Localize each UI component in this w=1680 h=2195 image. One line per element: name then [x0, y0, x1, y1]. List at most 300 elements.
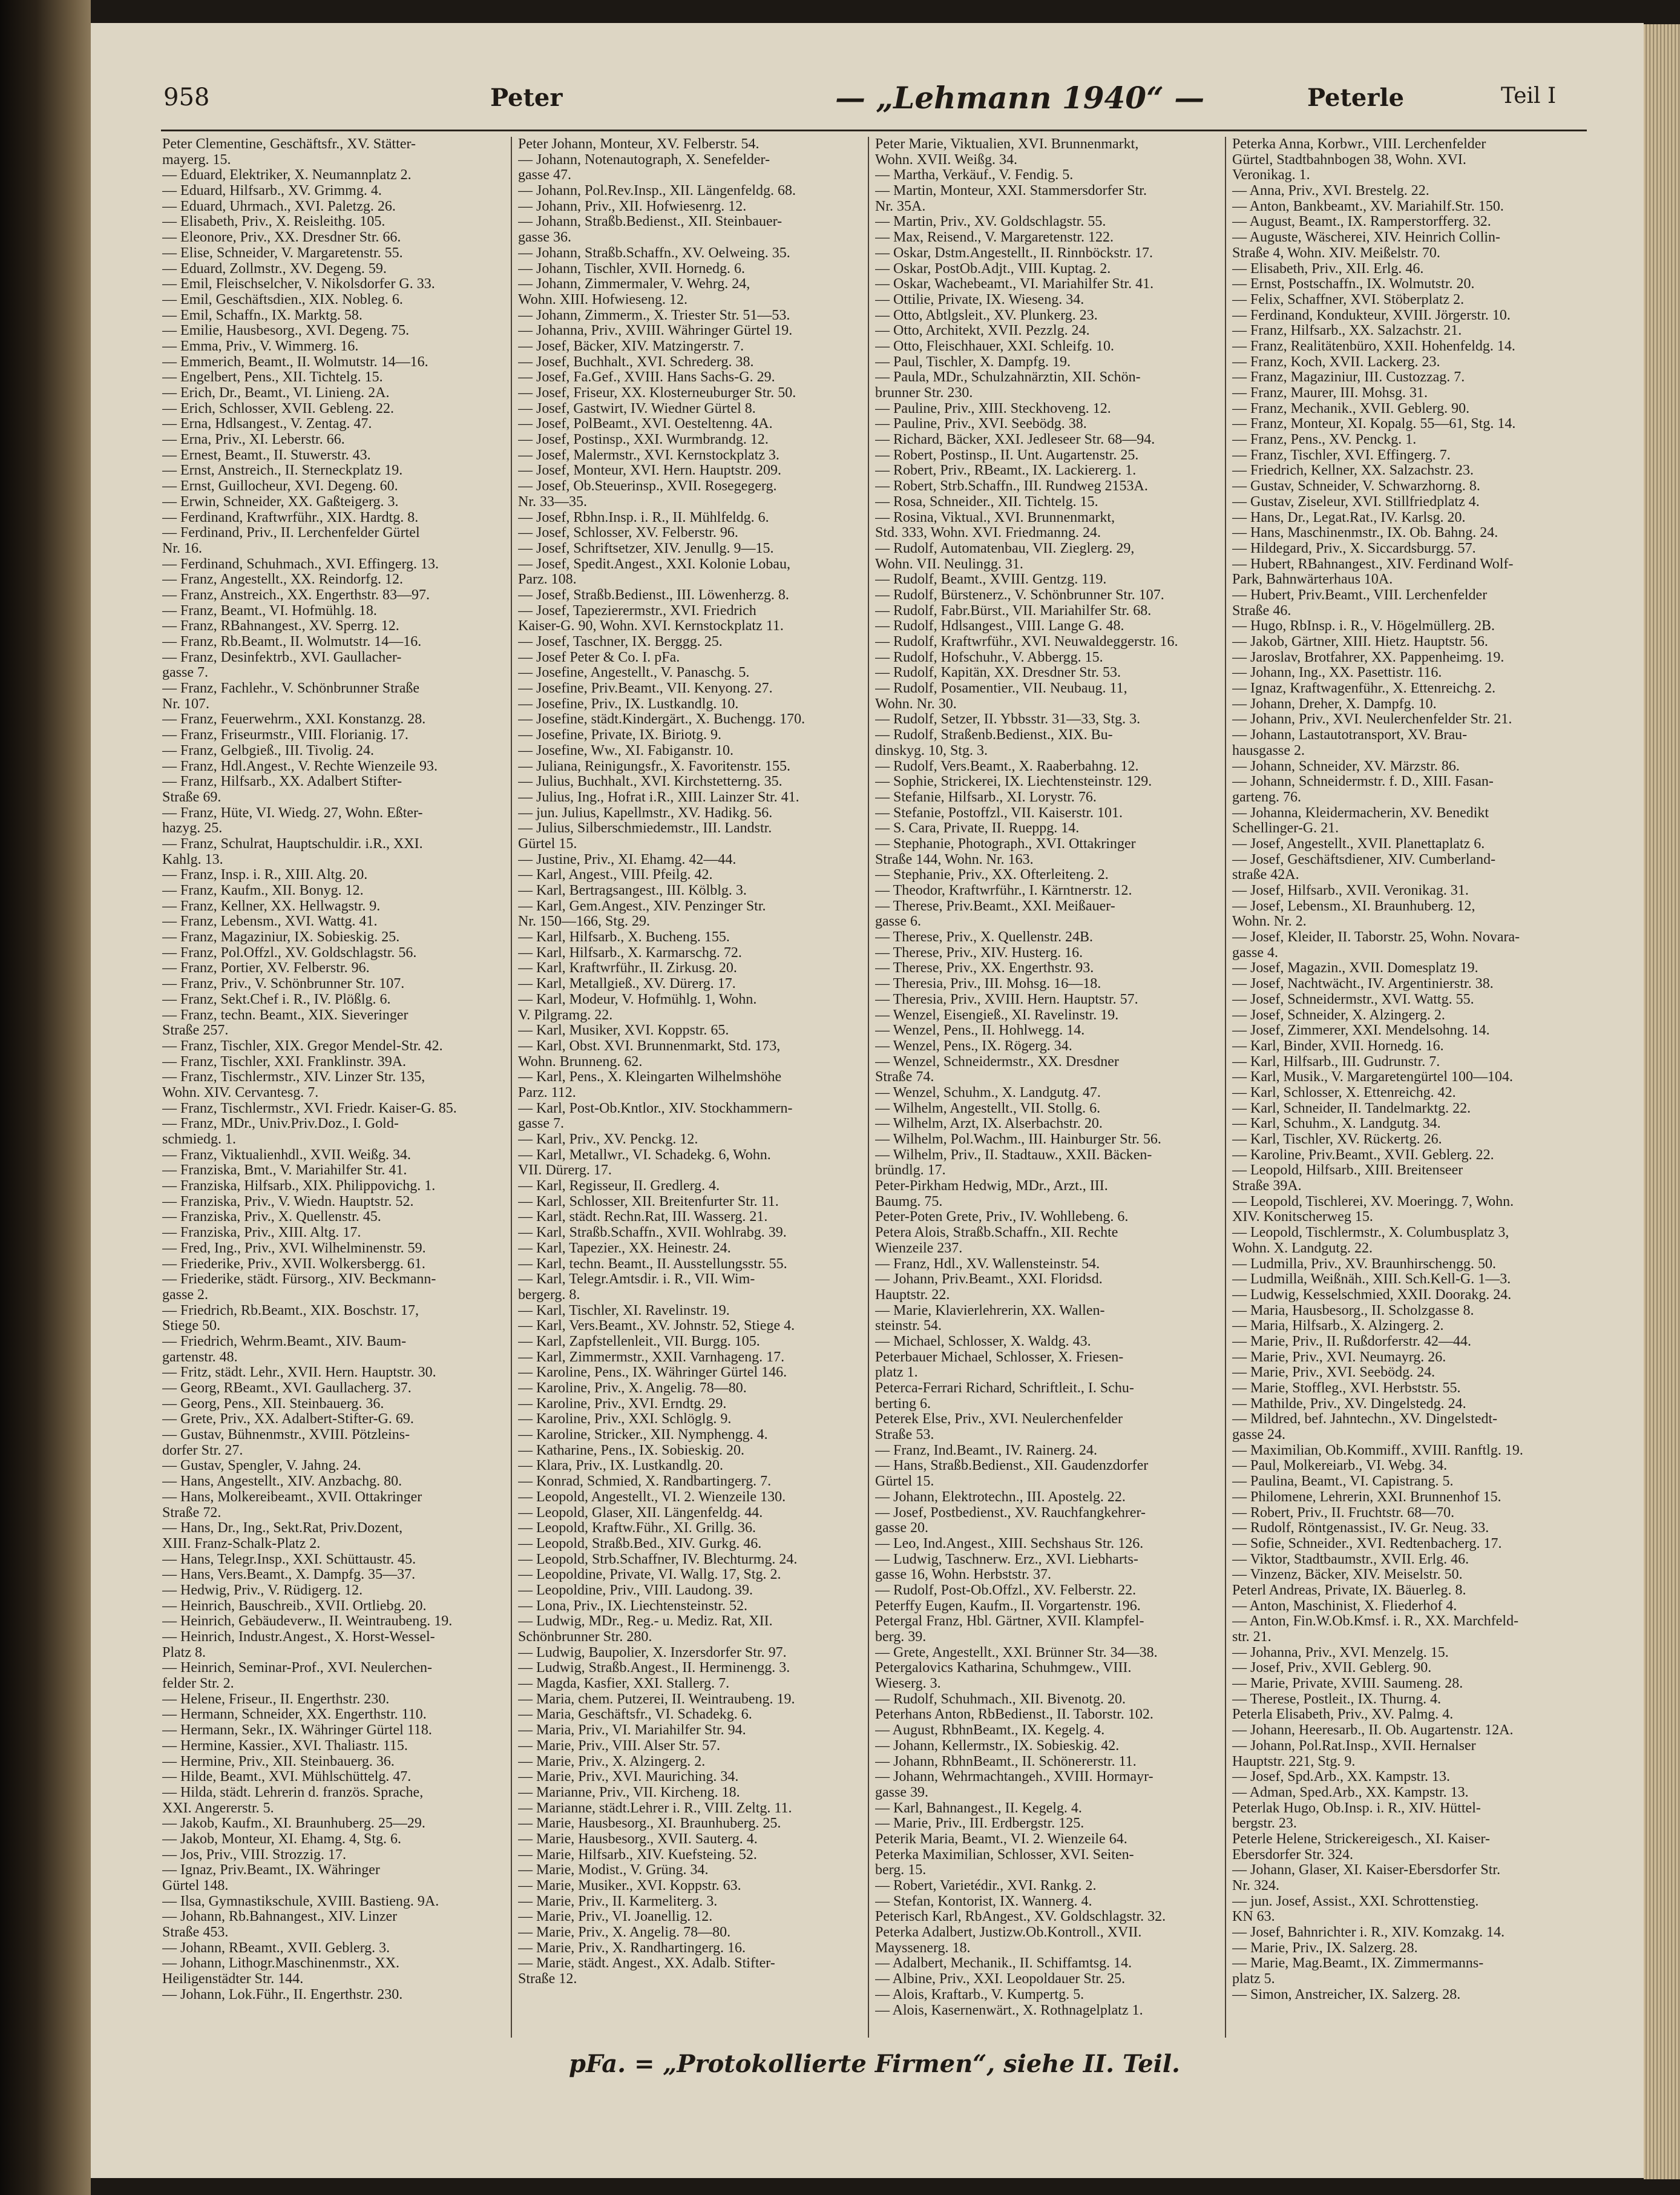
directory-entry-line: — Hilde, Beamt., XVI. Mühlschüttelg. 47.	[162, 1769, 412, 1785]
directory-entry-line: — Philomene, Lehrerin, XXI. Brunnenhof 15.	[1232, 1489, 1501, 1505]
directory-entry-line: Wohn. Nr. 30.	[875, 696, 957, 712]
directory-entry-line: — Franz, Maurer, III. Mohsg. 31.	[1232, 386, 1428, 401]
directory-entry-line: — Julius, Buchhalt., XVI. Kirchstetterng. 35.	[518, 774, 783, 790]
directory-entry-line: — Franziska, Priv., XIII. Altg. 17.	[162, 1225, 361, 1241]
directory-entry-line: Wohn. XVII. Weißg. 34.	[875, 152, 1017, 168]
directory-entry-line: — Johanna, Kleidermacherin, XV. Benedikt	[1232, 805, 1489, 821]
directory-entry-line: — Engelbert, Pens., XII. Tichtelg. 15.	[162, 370, 383, 386]
directory-entry-line: — Franz, Tischler, XXI. Franklinstr. 39A.	[162, 1054, 407, 1070]
directory-entry-line: — Leopold, Tischlerei, XV. Moeringg. 7, Wohn.	[1232, 1194, 1514, 1209]
directory-entry-line: — Otto, Abtlgsleit., XV. Plunkerg. 23.	[875, 308, 1098, 323]
directory-entry-line: — Otto, Fleischhauer, XXI. Schleifg. 10.	[875, 338, 1114, 354]
directory-entry-line: Nr. 324.	[1232, 1878, 1279, 1894]
directory-entry-line: — S. Cara, Private, II. Rueppg. 14.	[875, 821, 1080, 837]
directory-entry-line: Park, Bahnwärterhaus 10A.	[1232, 572, 1393, 588]
directory-entry-line: — Gustav, Ziseleur, XVI. Stillfriedplatz 4.	[1232, 494, 1480, 510]
directory-entry-line: — Josef, Friseur, XX. Klosterneuburger Str. 50.	[518, 386, 796, 401]
directory-entry-line: — Martha, Verkäuf., V. Fendig. 5.	[875, 168, 1074, 183]
directory-entry-line: — Leopold, Tischlermstr., X. Columbusplatz 3,	[1232, 1225, 1509, 1241]
directory-entry-line: — Karoline, Pens., IX. Währinger Gürtel 146.	[518, 1365, 787, 1381]
directory-entry-line: — Wenzel, Eisengieß., XI. Ravelinstr. 19.	[875, 1007, 1119, 1023]
directory-entry-line: — Josefine, Priv., IX. Lustkandlg. 10.	[518, 696, 739, 712]
directory-entry-line: — Rudolf, Automatenbau, VII. Zieglerg. 29,	[875, 541, 1135, 556]
directory-entry-line: — Theodor, Kraftwrführ., I. Kärntnerstr. 12.	[875, 883, 1132, 898]
directory-entry-line: — Wilhelm, Priv., II. Stadtauw., XXII. Bäcken-	[875, 1147, 1152, 1163]
directory-entry-line: — Oskar, PostOb.Adjt., VIII. Kuptag. 2.	[875, 261, 1111, 277]
directory-entry-line: Peterbauer Michael, Schlosser, X. Friesen-	[875, 1349, 1124, 1365]
directory-entry-line: — Josefine, städt.Kindergärt., X. Buchengg. 170.	[518, 712, 806, 728]
directory-entry-line: Peter Clementine, Geschäftsfr., XV. Stätter-	[162, 137, 416, 152]
directory-entry-line: — Ernst, Postschaffn., IX. Wolmutstr. 20.	[1232, 277, 1475, 292]
directory-entry-line: — Leopold, Hilfsarb., XIII. Breitenseer	[1232, 1163, 1463, 1179]
directory-entry-line: — Ottilie, Private, IX. Wieseng. 34.	[875, 292, 1084, 308]
directory-entry-line: — Johann, Wehrmachtangeh., XVIII. Hormayr-	[875, 1769, 1153, 1785]
directory-entry-line: — Paula, MDr., Schulzahnärztin, XII. Schön-	[875, 370, 1141, 386]
directory-entry-line: — Heinrich, Industr.Angest., X. Horst-Wessel-	[162, 1630, 435, 1645]
directory-entry-line: bergerg. 8.	[518, 1287, 580, 1303]
directory-entry-line: Wohn. Brunneng. 62.	[518, 1054, 643, 1070]
directory-entry-line: berg. 39.	[875, 1630, 927, 1645]
directory-entry-line: Peterla Elisabeth, Priv., XV. Palmg. 4.	[1232, 1707, 1454, 1723]
directory-entry-line: — Karl, Tischler, XV. Rückertg. 26.	[1232, 1132, 1442, 1147]
directory-entry-line: — Pauline, Priv., XVI. Seebödg. 38.	[875, 416, 1087, 432]
directory-entry-line: — Stephanie, Photograph., XVI. Ottakringer	[875, 836, 1136, 852]
directory-entry-line: — Paulina, Beamt., VI. Capistrang. 5.	[1232, 1474, 1454, 1490]
directory-entry-line: — Franz, Ind.Beamt., IV. Rainerg. 24.	[875, 1443, 1098, 1458]
directory-entry-line: Straße 4, Wohn. XIV. Meißelstr. 70.	[1232, 245, 1440, 261]
directory-entry-line: — Marie, Klavierlehrerin, XX. Wallen-	[875, 1303, 1105, 1318]
directory-entry-line: — Johann, Pol.Rat.Insp., XVII. Hernalser	[1232, 1738, 1476, 1754]
directory-entry-line: — Elisabeth, Priv., XII. Erlg. 46.	[1232, 261, 1424, 277]
directory-entry-line: — Josef, Straßb.Bedienst., III. Löwenherzg. 8.	[518, 587, 789, 603]
directory-entry-line: — Jakob, Kaufm., XI. Braunhuberg. 25—29.	[162, 1816, 425, 1832]
directory-entry-line: — Ludwig, Baupolier, X. Inzersdorfer Str. 97.	[518, 1645, 787, 1660]
directory-entry-line: — Josefine, Ww., XI. Fabiganstr. 10.	[518, 743, 733, 759]
directory-entry-line: — Karl, Gem.Angest., XIV. Penzinger Str.	[518, 898, 766, 914]
directory-entry-line: Wohn. VII. Neulingg. 31.	[875, 556, 1023, 572]
directory-entry-line: — Rudolf, Röntgenassist., IV. Gr. Neug. 33.	[1232, 1521, 1489, 1536]
directory-entry-line: — Klara, Priv., IX. Lustkandlg. 20.	[518, 1458, 724, 1474]
directory-entry-line: — Marie, Stoffleg., XVI. Herbststr. 55.	[1232, 1381, 1461, 1396]
directory-entry-line: — August, Beamt., IX. Ramperstorfferg. 32.	[1232, 214, 1491, 230]
directory-entry-line: Peterik Maria, Beamt., VI. 2. Wienzeile 64.	[875, 1831, 1127, 1847]
directory-entry-line: — Theresia, Priv., III. Mohsg. 16—18.	[875, 976, 1101, 992]
directory-entry-line: — Rudolf, Kapitän, XX. Dresdner Str. 53.	[875, 665, 1121, 681]
directory-entry-line: — Josef, Lebensm., XI. Braunhuberg. 12,	[1232, 898, 1475, 914]
directory-entry-line: — Johann, Schneidermstr. f. D., XIII. Fasan-	[1232, 774, 1494, 790]
directory-entry-line: Peter Marie, Viktualien, XVI. Brunnenmarkt,	[875, 137, 1139, 152]
directory-entry-line: V. Pilgramg. 22.	[518, 1007, 613, 1023]
directory-entry-line: gasse 16, Wohn. Herbststr. 37.	[875, 1567, 1051, 1583]
directory-entry-line: Std. 333, Wohn. XVI. Friedmanng. 24.	[875, 525, 1101, 541]
directory-entry-line: — Anton, Fin.W.Ob.Kmsf. i. R., XX. Marchfeld-	[1232, 1614, 1519, 1630]
directory-entry-line: — Rudolf, Kraftwrführ., XVI. Neuwaldeggerstr. 16.	[875, 634, 1178, 650]
header-first-entry: Peter	[490, 84, 563, 112]
directory-entry-line: Wohn. Nr. 2.	[1232, 914, 1307, 930]
directory-entry-line: gasse 7.	[162, 665, 208, 681]
directory-entry-line: — Karl, Tapezier., XX. Heinestr. 24.	[518, 1240, 731, 1256]
directory-entry-line: — Marie, Priv., X. Randhartingerg. 16.	[518, 1940, 746, 1956]
directory-entry-line: — Ignaz, Kraftwagenführ., X. Ettenreichg. 2.	[1232, 681, 1496, 697]
directory-entry-line: — Josef, Bahnrichter i. R., XIV. Komzakg. 14.	[1232, 1925, 1505, 1941]
directory-entry-line: platz 1.	[875, 1365, 918, 1381]
directory-entry-line: Stiege 50.	[162, 1318, 220, 1334]
directory-entry-line: — Fritz, städt. Lehr., XVII. Hern. Hauptstr. 30.	[162, 1365, 436, 1381]
directory-entry-line: — Johann, Heeresarb., II. Ob. Augartenstr. 12A.	[1232, 1723, 1514, 1739]
column-4	[1232, 137, 1576, 2038]
directory-entry-line: — Emilie, Hausbesorg., XVI. Degeng. 75.	[162, 323, 410, 339]
directory-entry-line: — Felix, Schaffner, XVI. Stöberplatz 2.	[1232, 292, 1465, 308]
directory-entry-line: Gürtel 15.	[875, 1474, 934, 1490]
directory-entry-line: — Adman, Sped.Arb., XX. Kampstr. 13.	[1232, 1785, 1469, 1800]
directory-entry-line: — Franz, Pol.Offzl., XV. Goldschlagstr. 56.	[162, 945, 417, 961]
directory-entry-line: Nr. 16.	[162, 541, 202, 556]
directory-entry-line: — Hubert, Priv.Beamt., VIII. Lerchenfelder	[1232, 587, 1488, 603]
directory-entry-line: — Ferdinand, Kondukteur, XVIII. Jörgerstr. 10.	[1232, 308, 1511, 323]
directory-entry-line: — Johann, Tischler, XVII. Hornedg. 6.	[518, 261, 746, 277]
directory-entry-line: — Hans, Dr., Ing., Sekt.Rat, Priv.Dozent,	[162, 1521, 403, 1536]
directory-entry-line: — Gustav, Bühnenmstr., XVIII. Pötzleins-	[162, 1427, 410, 1443]
directory-entry-line: — Johann, RbhnBeamt., II. Schönererstr. 11.	[875, 1754, 1137, 1769]
directory-entry-line: — Robert, Strb.Schaffn., III. Rundweg 2153A.	[875, 479, 1148, 495]
directory-entry-line: — Franziska, Hilfsarb., XIX. Philippovichg. 1.	[162, 1179, 436, 1194]
directory-entry-line: — Marie, Modist., V. Grüng. 34.	[518, 1863, 709, 1878]
directory-entry-line: Hauptstr. 221, Stg. 9.	[1232, 1754, 1356, 1769]
directory-entry-line: — Rosa, Schneider., XII. Tichtelg. 15.	[875, 494, 1098, 510]
directory-entry-line: — Franz, Sekt.Chef i. R., IV. Plößlg. 6.	[162, 992, 391, 1007]
directory-entry-line: XIII. Franz-Schalk-Platz 2.	[162, 1536, 321, 1552]
book-spine	[0, 0, 91, 2195]
directory-entry-line: — Simon, Anstreicher, IX. Salzerg. 28.	[1232, 1987, 1461, 2002]
directory-entry-line: Kahlg. 13.	[162, 852, 223, 867]
directory-entry-line: — Emil, Fleischselcher, V. Nikolsdorfer G. 33.	[162, 277, 435, 292]
directory-entry-line: — Karl, Zimmermstr., XXII. Varnhageng. 17.	[518, 1349, 785, 1365]
directory-entry-line: — Albine, Priv., XXI. Leopoldauer Str. 25.	[875, 1972, 1126, 1987]
directory-entry-line: — Franz, Desinfektrb., XVI. Gaullacher-	[162, 650, 402, 665]
directory-entry-line: — Ilsa, Gymnastikschule, XVIII. Bastieng. 9A.	[162, 1894, 439, 1909]
directory-entry-line: — Sophie, Strickerei, IX. Liechtensteinstr. 129.	[875, 774, 1152, 790]
directory-entry-line: — Oskar, Dstm.Angestellt., II. Rinnböckstr. 17.	[875, 245, 1153, 261]
directory-entry-line: — Paul, Molkereiarb., VI. Webg. 34.	[1232, 1458, 1448, 1474]
directory-entry-line: — Hildegard, Priv., X. Siccardsburgg. 57.	[1232, 541, 1476, 556]
directory-entry-line: — Hedwig, Priv., V. Rüdigerg. 12.	[162, 1582, 363, 1598]
directory-entry-line: — Ernst, Guillocheur, XVI. Degeng. 60.	[162, 479, 398, 495]
directory-entry-line: — Marie, städt. Angest., XX. Adalb. Stifter-	[518, 1956, 775, 1972]
directory-entry-line: — Rudolf, Straßenb.Bedienst., XIX. Bu-	[875, 728, 1113, 743]
directory-entry-line: — Franz, Lebensm., XVI. Wattg. 41.	[162, 914, 378, 930]
directory-entry-line: — Karl, Hilfsarb., III. Gudrunstr. 7.	[1232, 1054, 1440, 1070]
directory-entry-line: — Josef, Fa.Gef., XVIII. Hans Sachs-G. 29.	[518, 370, 775, 386]
directory-entry-line: — Franz, Hdl., XV. Wallensteinstr. 54.	[875, 1256, 1100, 1272]
directory-entry-line: — Rudolf, Schuhmach., XII. Bivenotg. 20.	[875, 1691, 1126, 1707]
directory-entry-line: straße 42A.	[1232, 867, 1299, 883]
directory-entry-line: Peterca-Ferrari Richard, Schriftleit., I. Schu-	[875, 1381, 1134, 1396]
directory-entry-line: — Josef, Monteur, XVI. Hern. Hauptstr. 209.	[518, 463, 781, 479]
directory-entry-line: hazyg. 25.	[162, 821, 223, 837]
column-divider	[1225, 137, 1226, 2038]
directory-entry-line: — Hermann, Sekr., IX. Währinger Gürtel 118.	[162, 1723, 432, 1739]
directory-entry-line: — Heinrich, Seminar-Prof., XVI. Neulerchen-	[162, 1660, 433, 1676]
directory-entry-line: berg. 15.	[875, 1863, 927, 1878]
directory-entry-line: Nr. 35A.	[875, 199, 926, 214]
directory-entry-line: — Karl, Schlosser, XII. Breitenfurter Str. 11.	[518, 1194, 779, 1209]
directory-entry-line: — Ferdinand, Schuhmach., XVI. Effingerg. 13.	[162, 556, 439, 572]
directory-entry-line: — Josef, Postinsp., XXI. Wurmbrandg. 12.	[518, 432, 769, 448]
directory-entry-line: — Therese, Priv.Beamt., XXI. Meißauer-	[875, 898, 1115, 914]
column-2	[518, 137, 862, 2038]
directory-entry-line: Peterka Anna, Korbwr., VIII. Lerchenfelder	[1232, 137, 1486, 152]
directory-entry-line: — Karl, Hilfsarb., X. Karmarschg. 72.	[518, 945, 742, 961]
directory-entry-line: — Marianne, städt.Lehrer i. R., VIII. Zeltg. 11.	[518, 1800, 792, 1816]
directory-entry-line: — Marie, Priv., X. Alzingerg. 2.	[518, 1754, 706, 1769]
directory-entry-line: — Franz, Realitätenbüro, XXII. Hohenfeldg. 14.	[1232, 338, 1515, 354]
directory-entry-line: Heiligenstädter Str. 144.	[162, 1972, 304, 1987]
directory-entry-line: — Rudolf, Hdlsangest., VIII. Lange G. 48.	[875, 619, 1124, 634]
directory-entry-line: gasse 47.	[518, 168, 571, 183]
header-part: Teil I	[1501, 84, 1557, 108]
directory-entry-line: — Alois, Kraftarb., V. Kumpertg. 5.	[875, 1987, 1084, 2002]
directory-entry-line: — Josef, Buchhalt., XVI. Schrederg. 38.	[518, 354, 754, 370]
directory-entry-line: — Karl, Metallwr., VI. Schadekg. 6, Wohn.	[518, 1147, 771, 1163]
directory-entry-line: — Franz, Gelbgieß., III. Tivolig. 24.	[162, 743, 374, 759]
directory-entry-line: Peter Johann, Monteur, XV. Felberstr. 54.	[518, 137, 760, 152]
directory-entry-line: Peterka Maximilian, Schlosser, XVI. Seiten-	[875, 1847, 1134, 1863]
directory-entry-line: — Franz, Pens., XV. Penckg. 1.	[1232, 432, 1417, 448]
directory-entry-line: Gürtel 148.	[162, 1878, 229, 1894]
directory-entry-line: — Auguste, Wäscherei, XIV. Heinrich Collin-	[1232, 230, 1501, 246]
directory-entry-line: — Emil, Schaffn., IX. Marktg. 58.	[162, 308, 363, 323]
directory-entry-line: — Franz, Portier, XV. Felberstr. 96.	[162, 961, 370, 976]
directory-entry-line: — Marie, Mag.Beamt., IX. Zimmermanns-	[1232, 1956, 1484, 1972]
directory-entry-line: — Friederike, Priv., XVII. Wolkersbergg. 61.	[162, 1256, 425, 1272]
directory-entry-line: — Rudolf, Beamt., XVIII. Gentzg. 119.	[875, 572, 1107, 588]
page-number: 958	[163, 84, 210, 111]
directory-entry-line: — Johann, Priv., XII. Hofwiesenrg. 12.	[518, 199, 747, 214]
directory-entry-line: — Marie, Priv., X. Angelig. 78—80.	[518, 1925, 731, 1941]
directory-entry-line: — Marie, Priv., IX. Salzerg. 28.	[1232, 1940, 1418, 1956]
directory-entry-line: — Marie, Hausbesorg., XVII. Sauterg. 4.	[518, 1831, 758, 1847]
column-1	[162, 137, 506, 2038]
directory-entry-line: — Franz, Anstreich., XX. Engerthstr. 83—97.	[162, 587, 430, 603]
directory-entry-line: str. 21.	[1232, 1630, 1271, 1645]
directory-entry-line: — Karl, Modeur, V. Hofmühlg. 1, Wohn.	[518, 992, 757, 1007]
directory-entry-line: Petergal Franz, Hbl. Gärtner, XVII. Klampfel-	[875, 1614, 1144, 1630]
directory-entry-line: — Karoline, Stricker., XII. Nymphengg. 4.	[518, 1427, 768, 1443]
directory-entry-line: — Stefanie, Postoffzl., VII. Kaiserstr. 101.	[875, 805, 1123, 821]
directory-entry-line: — Karl, Schuhm., X. Landgutg. 34.	[1232, 1116, 1441, 1132]
directory-entry-line: — Rosina, Viktual., XVI. Brunnenmarkt,	[875, 510, 1115, 525]
directory-entry-line: — Franziska, Priv., V. Wiedn. Hauptstr. 52.	[162, 1194, 414, 1209]
directory-entry-line: — Katharine, Pens., IX. Sobieskig. 20.	[518, 1443, 744, 1458]
directory-entry-line: — Franz, Schulrat, Hauptschuldir. i.R., XXI.	[162, 836, 423, 852]
directory-entry-line: — Karl, Post-Ob.Kntlor., XIV. Stockhammern-	[518, 1101, 793, 1116]
directory-entry-line: — Marie, Hilfsarb., XIV. Kuefsteing. 52.	[518, 1847, 757, 1863]
directory-entry-line: — Johann, Schneider, XV. Märzstr. 86.	[1232, 759, 1460, 774]
directory-entry-line: Wohn. XIII. Hofwieseng. 12.	[518, 292, 688, 308]
directory-entry-line: Peterka Adalbert, Justizw.Ob.Kontroll., XVII.	[875, 1925, 1142, 1941]
directory-entry-line: — Karl, Regisseur, II. Gredlerg. 4.	[518, 1179, 720, 1194]
directory-entry-line: — Heinrich, Gebäudeverw., II. Weintraubeng. 19.	[162, 1614, 453, 1630]
directory-entry-line: Schönbrunner Str. 280.	[518, 1630, 652, 1645]
directory-entry-line: — Karl, Musik., V. Margaretengürtel 100—104.	[1232, 1070, 1513, 1085]
directory-entry-line: — Maria, chem. Putzerei, II. Weintraubeng. 19.	[518, 1691, 795, 1707]
directory-entry-line: — Ernest, Beamt., II. Stuwerstr. 43.	[162, 447, 371, 463]
directory-entry-line: — jun. Julius, Kapellmstr., XV. Hadikg. 56.	[518, 805, 773, 821]
directory-entry-line: Straße 257.	[162, 1023, 229, 1039]
directory-entry-line: — Josef, Nachtwächt., IV. Argentinierstr. 38.	[1232, 976, 1494, 992]
directory-entry-line: — Marie, Priv., VI. Joanellig. 12.	[518, 1909, 713, 1925]
directory-entry-line: — Josef, Schriftsetzer, XIV. Jenullg. 9—15.	[518, 541, 774, 556]
directory-entry-line: — Theresia, Priv., XVIII. Hern. Hauptstr. 57.	[875, 992, 1138, 1007]
directory-entry-line: — Jakob, Gärtner, XIII. Hietz. Hauptstr. 56.	[1232, 634, 1488, 650]
directory-entry-line: — Grete, Priv., XX. Adalbert-Stifter-G. 69.	[162, 1412, 414, 1427]
directory-entry-line: Nr. 150—166, Stg. 29.	[518, 914, 651, 930]
directory-entry-line: — Johann, Lithogr.Maschinenmstr., XX.	[162, 1956, 399, 1972]
directory-entry-line: — jun. Josef, Assist., XXI. Schrottenstieg.	[1232, 1894, 1479, 1909]
directory-entry-line: — Josef, Tapezierermstr., XVI. Friedrich	[518, 603, 756, 619]
directory-entry-line: Petergalovics Katharina, Schuhmgew., VIII.	[875, 1660, 1132, 1676]
directory-entry-line: — Therese, Postleit., IX. Thurng. 4.	[1232, 1691, 1442, 1707]
directory-entry-line: — Mathilde, Priv., XV. Dingelstedg. 24.	[1232, 1396, 1466, 1412]
directory-entry-line: — Anton, Bankbeamt., XV. Mariahilf.Str. 150.	[1232, 199, 1504, 214]
directory-entry-line: — Ferdinand, Kraftwrführ., XIX. Hardtg. 8.	[162, 510, 419, 525]
directory-entry-line: — Franziska, Bmt., V. Mariahilfer Str. 41.	[162, 1163, 407, 1179]
directory-entry-line: — Wenzel, Schuhm., X. Landgutg. 47.	[875, 1085, 1101, 1101]
directory-entry-line: Ebersdorfer Str. 324.	[1232, 1847, 1353, 1863]
directory-entry-line: — Juliana, Reinigungsfr., X. Favoritenstr. 155.	[518, 759, 790, 774]
directory-entry-line: — Johann, Lastautotransport, XV. Brau-	[1232, 728, 1468, 743]
directory-entry-line: Gürtel, Stadtbahnbogen 38, Wohn. XVI.	[1232, 152, 1466, 168]
directory-entry-line: — Rudolf, Posamentier., VII. Neubaug. 11,	[875, 681, 1127, 697]
directory-entry-line: — Franz, Hüte, VI. Wiedg. 27, Wohn. Eßter-	[162, 805, 423, 821]
directory-entry-line: — Friederike, städt. Fürsorg., XIV. Beckmann-	[162, 1272, 436, 1288]
directory-entry-line: — Johann, Straßb.Bedienst., XII. Steinbauer-	[518, 214, 783, 230]
directory-entry-line: — Therese, Priv., XIV. Husterg. 16.	[875, 945, 1083, 961]
directory-entry-line: — Johann, Elektrotechn., III. Apostelg. 22.	[875, 1489, 1126, 1505]
directory-entry-line: — Erich, Dr., Beamt., VI. Linieng. 2A.	[162, 386, 390, 401]
directory-entry-line: — Emmerich, Beamt., II. Wolmutstr. 14—16.	[162, 354, 428, 370]
directory-entry-line: — Johanna, Priv., XVI. Menzelg. 15.	[1232, 1645, 1449, 1660]
directory-entry-line: — Josef, Zimmerer, XXI. Mendelsohng. 14.	[1232, 1023, 1490, 1039]
directory-entry-line: — Hans, Vers.Beamt., X. Dampfg. 35—37.	[162, 1567, 416, 1583]
directory-entry-line: — Josef, Gastwirt, IV. Wiedner Gürtel 8.	[518, 401, 756, 416]
directory-entry-line: — Rudolf, Hofschuhr., V. Abbergg. 15.	[875, 650, 1103, 665]
directory-entry-line: — Josef, Geschäftsdiener, XIV. Cumberland-	[1232, 852, 1496, 867]
column-3	[875, 137, 1219, 2038]
directory-entry-line: — Franz, Koch, XVII. Lackerg. 23.	[1232, 354, 1440, 370]
directory-entry-line: Straße 46.	[1232, 603, 1291, 619]
directory-entry-line: — Marie, Priv., VIII. Alser Str. 57.	[518, 1738, 720, 1754]
directory-entry-line: — Wilhelm, Arzt, IX. Alserbachstr. 20.	[875, 1116, 1103, 1132]
directory-entry-line: — Josef, Spedit.Angest., XXI. Kolonie Lobau,	[518, 556, 790, 572]
directory-entry-line: — Otto, Architekt, XVII. Pezzlg. 24.	[875, 323, 1090, 339]
directory-entry-line: — Erna, Hdlsangest., V. Zentag. 47.	[162, 416, 372, 432]
directory-entry-line: — Adalbert, Mechanik., II. Schiffamtsg. 14.	[875, 1956, 1132, 1972]
directory-entry-line: — Sofie, Schneider., XVI. Redtenbacherg. 17.	[1232, 1536, 1502, 1552]
directory-entry-line: — Karl, Obst. XVI. Brunnenmarkt, Std. 173,	[518, 1038, 781, 1054]
directory-entry-line: XXI. Angererstr. 5.	[162, 1800, 274, 1816]
directory-entry-line: — Rudolf, Fabr.Bürst., VII. Mariahilfer Str. 68.	[875, 603, 1152, 619]
directory-entry-line: — Rudolf, Bürstenerz., V. Schönbrunner Str. 107.	[875, 587, 1164, 603]
directory-entry-line: — Franz, Viktualienhdl., XVII. Weißg. 34.	[162, 1147, 412, 1163]
directory-entry-line: — Franz, Magaziniur, III. Custozzag. 7.	[1232, 370, 1465, 386]
directory-entry-line: — Eduard, Uhrmach., XVI. Paletzg. 26.	[162, 199, 396, 214]
directory-entry-line: Peterle Helene, Strickereigesch., XI. Kaiser-	[1232, 1831, 1490, 1847]
directory-entry-line: felder Str. 2.	[162, 1676, 234, 1692]
directory-entry-line: — Franz, Feuerwehrm., XXI. Konstanzg. 28.	[162, 712, 426, 728]
directory-entry-line: — Hilda, städt. Lehrerin d. französ. Sprache,	[162, 1785, 424, 1800]
directory-entry-line: — Hans, Straßb.Bedienst., XII. Gaudenzdorfer	[875, 1458, 1149, 1474]
directory-entry-line: Peter-Poten Grete, Priv., IV. Wohllebeng. 6.	[875, 1209, 1129, 1225]
footer-note: pFa. = „Protokollierte Firmen“, siehe II. Teil.	[569, 2050, 1180, 2078]
directory-entry-line: — Josef, Angestellt., XVII. Planettaplatz 6.	[1232, 836, 1485, 852]
directory-entry-line: — Erna, Priv., XI. Leberstr. 66.	[162, 432, 345, 448]
directory-entry-line: Mayssenerg. 18.	[875, 1940, 971, 1956]
directory-entry-line: — Johanna, Priv., XVIII. Währinger Gürtel 19.	[518, 323, 793, 339]
directory-entry-line: — Josef, Rbhn.Insp. i. R., II. Mühlfeldg. 6.	[518, 510, 769, 525]
directory-entry-line: — Josef, Spd.Arb., XX. Kampstr. 13.	[1232, 1769, 1450, 1785]
directory-entry-line: Peterisch Karl, RbAngest., XV. Goldschlagstr. 32.	[875, 1909, 1166, 1925]
directory-entry-line: — Wilhelm, Angestellt., VII. Stollg. 6.	[875, 1101, 1101, 1116]
directory-entry-line: — Robert, Priv., RBeamt., IX. Lackiererg. 1.	[875, 463, 1137, 479]
directory-entry-line: — Josef, Malermstr., XVI. Kernstockplatz 3.	[518, 447, 779, 463]
directory-entry-line: — Justine, Priv., XI. Ehamg. 42—44.	[518, 852, 737, 867]
directory-entry-line: — Ernst, Anstreich., II. Sterneckplatz 19.	[162, 463, 403, 479]
directory-entry-line: — Stefan, Kontorist, IX. Wannerg. 4.	[875, 1894, 1092, 1909]
directory-entry-line: Straße 144, Wohn. Nr. 163.	[875, 852, 1034, 867]
directory-entry-line: — Maria, Geschäftsfr., VI. Schadekg. 6.	[518, 1707, 752, 1723]
directory-entry-line: — Johann, RBeamt., XVII. Geblerg. 3.	[162, 1940, 390, 1956]
directory-entry-line: — Michael, Schlosser, X. Waldg. 43.	[875, 1334, 1091, 1349]
directory-entry-line: — Karoline, Priv.Beamt., XVII. Geblerg. 22.	[1232, 1147, 1494, 1163]
directory-entry-line: — Karoline, Priv., X. Angelig. 78—80.	[518, 1381, 747, 1396]
directory-entry-line: — Johann, Priv., XVI. Neulerchenfelder Str. 21.	[1232, 712, 1512, 728]
directory-entry-line: gasse 4.	[1232, 945, 1278, 961]
directory-entry-line: — Therese, Priv., X. Quellenstr. 24B.	[875, 930, 1093, 946]
directory-entry-line: — Eduard, Zollmstr., XV. Degeng. 59.	[162, 261, 387, 277]
directory-entry-line: — Karl, Musiker, XVI. Koppstr. 65.	[518, 1023, 729, 1039]
directory-entry-line: — Karl, Telegr.Amtsdir. i. R., VII. Wim-	[518, 1272, 755, 1288]
directory-entry-line: — Franz, Hdl.Angest., V. Rechte Wienzeile 93.	[162, 759, 438, 774]
directory-entry-line: — Julius, Ing., Hofrat i.R., XIII. Lainzer Str. 41.	[518, 789, 799, 805]
directory-entry-line: — Josef, Schneidermstr., XVI. Wattg. 55.	[1232, 992, 1474, 1007]
directory-entry-line: — Franz, Kaufm., XII. Bonyg. 12.	[162, 883, 364, 898]
directory-entry-line: XIV. Konitscherweg 15.	[1232, 1209, 1373, 1225]
directory-entry-line: VII. Dürerg. 17.	[518, 1163, 612, 1179]
directory-entry-line: bründlg. 17.	[875, 1163, 946, 1179]
directory-entry-line: — Georg, Pens., XII. Steinbauerg. 36.	[162, 1396, 384, 1412]
directory-entry-line: — Josef Peter & Co. I. pFa.	[518, 650, 680, 665]
directory-entry-line: Wohn. XIV. Cervantesg. 7.	[162, 1085, 319, 1101]
directory-entry-line: Parz. 112.	[518, 1085, 576, 1101]
directory-entry-line: — Johann, Lok.Führ., II. Engerthstr. 230.	[162, 1987, 403, 2002]
directory-entry-line: — Karoline, Priv., XXI. Schlöglg. 9.	[518, 1412, 732, 1427]
directory-entry-line: — Wenzel, Pens., II. Hohlwegg. 14.	[875, 1023, 1085, 1039]
directory-entry-line: — Leopold, Kraftw.Führ., XI. Grillg. 36.	[518, 1521, 756, 1536]
directory-entry-line: gasse 7.	[518, 1116, 564, 1132]
directory-entry-line: — Ludwig, Kesselschmied, XXII. Doorakg. 24.	[1232, 1287, 1512, 1303]
directory-entry-line: — Hans, Molkereibeamt., XVII. Ottakringer	[162, 1489, 422, 1505]
directory-entry-line: Peterhans Anton, RbBedienst., II. Taborstr. 102.	[875, 1707, 1153, 1723]
directory-entry-line: — Karl, Angest., VIII. Pfeilg. 42.	[518, 867, 713, 883]
directory-entry-line: — Pauline, Priv., XIII. Steckhoveng. 12.	[875, 401, 1111, 416]
directory-entry-line: — Karl, Vers.Beamt., XV. Johnstr. 52, Stiege 4.	[518, 1318, 795, 1334]
directory-entry-line: — Franz, Rb.Beamt., II. Wolmutstr. 14—16.	[162, 634, 422, 650]
directory-entry-line: — Leopoldine, Private, VI. Wallg. 17, Stg. 2.	[518, 1567, 781, 1583]
directory-entry-line: — Johann, Rb.Bahnangest., XIV. Linzer	[162, 1909, 398, 1925]
directory-entry-line: — Heinrich, Bauschreib., XVII. Ortliebg. 20.	[162, 1598, 427, 1614]
directory-entry-line: — Karl, Pens., X. Kleingarten Wilhelmshöhe	[518, 1070, 782, 1085]
